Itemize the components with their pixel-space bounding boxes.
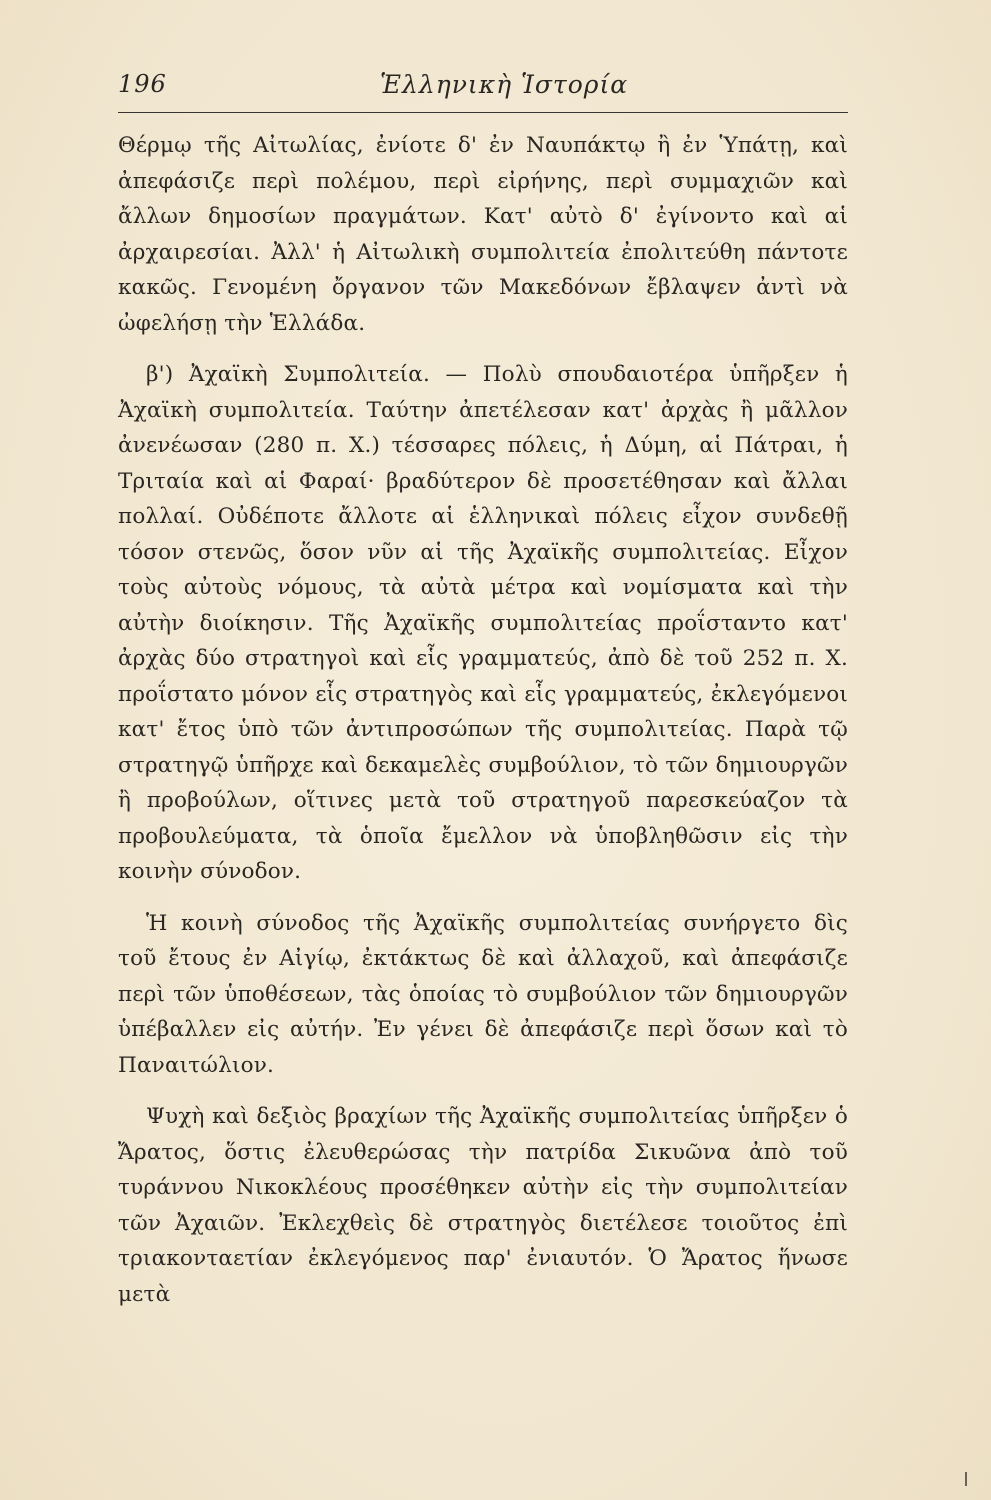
page-number: 196 — [118, 70, 167, 98]
body-text — [118, 128, 848, 1322]
page-speck — [965, 1472, 967, 1486]
running-title: Ἑλληνικὴ Ἱστορία — [380, 70, 629, 99]
paragraph-aetolian-league-end: Θέρμῳ τῆς Αἰτωλίας, ἐνίοτε δ' ἐν Ναυπάκτῳ ἢ ἐν Ὑπάτῃ, καὶ ἀπεφάσιζε περὶ πολέμου, περὶ εἰρήνης, περὶ συμμαχιῶν καὶ ἄλλων δημοσίων πραγμάτων. Κατ' αὐτὸ δ' ἐγίνοντο καὶ αἱ ἀρχαιρεσίαι. Ἀλλ' ἡ Αἰτωλικὴ συμπολιτεία ἐπολιτεύθη πάντοτε κακῶς. Γενομένη ὄργανον τῶν Μακεδόνων ἔβλαψεν ἀντὶ νὰ ὠφελήσῃ τὴν Ἑλλάδα. — [118, 133, 848, 336]
page-header — [118, 70, 848, 110]
paragraph-aratus: Ψυχὴ καὶ δεξιὸς βραχίων τῆς Ἀχαϊκῆς συμπολιτείας ὑπῆρξεν ὁ Ἄρατος, ὅστις ἐλευθερώσας τὴν πατρίδα Σικυῶνα ἀπὸ τοῦ τυράννου Νικοκλέους προσέθηκεν αὐτὴν εἰς τὴν συμπολιτείαν τῶν Ἀχαιῶν. Ἐκλεχθεὶς δὲ στρατηγὸς διετέλεσε τοιοῦτος ἐπὶ τριακονταετίαν ἐκλεγόμενος παρ' ἐνιαυτόν. Ὁ Ἄρατος ἥνωσε μετὰ — [118, 1104, 848, 1307]
paragraph-achaean-league: β') Ἀχαϊκὴ Συμπολιτεία. — Πολὺ σπουδαιοτέρα ὑπῆρξεν ἡ Ἀχαϊκὴ συμπολιτεία. Ταύτην ἀπετέλεσαν κατ' ἀρχὰς ἢ μᾶλλον ἀνενέωσαν (280 π. Χ.) τέσσαρες πόλεις, ἡ Δύμη, αἱ Πάτραι, ἡ Τριταία καὶ αἱ Φαραί· βραδύτερον δὲ προσετέθησαν καὶ ἄλλαι πολλαί. Οὐδέποτε ἄλλοτε αἱ ἑλληνικαὶ πόλεις εἶχον συνδεθῇ τόσον στενῶς, ὅσον νῦν αἱ τῆς Ἀχαϊκῆς συμπολιτείας. Εἶχον τοὺς αὐτοὺς νόμους, τὰ αὐτὰ μέτρα καὶ νομίσματα καὶ τὴν αὐτὴν διοίκησιν. Τῆς Ἀχαϊκῆς συμπολιτείας προΐσταντο κατ' ἀρχὰς δύο στρατηγοὶ καὶ εἷς γραμματεύς, ἀπὸ δὲ τοῦ 252 π. Χ. προΐστατο μόνον εἷς στρατηγὸς καὶ εἷς γραμματεύς, ἐκλεγόμενοι κατ' ἔτος ὑπὸ τῶν ἀντιπροσώπων τῆς συμπολιτείας. Παρὰ τῷ στρατηγῷ ὑπῆρχε καὶ δεκαμελὲς συμβούλιον, τὸ τῶν δημιουργῶν ἢ προβούλων, οἵτινες μετὰ τοῦ στρατηγοῦ παρεσκεύαζον τὰ προβουλεύματα, τὰ ὁποῖα ἔμελλον νὰ ὑποβληθῶσιν εἰς τὴν κοινὴν σύνοδον. — [118, 362, 848, 884]
paragraph-common-assembly: Ἡ κοινὴ σύνοδος τῆς Ἀχαϊκῆς συμπολιτείας συνήργετο δὶς τοῦ ἔτους ἐν Αἰγίῳ, ἐκτάκτως δὲ καὶ ἀλλαχοῦ, καὶ ἀπεφάσιζε περὶ τῶν ὑποθέσεων, τὰς ὁποίας τὸ συμβούλιον τῶν δημιουργῶν ὑπέβαλλεν εἰς αὐτήν. Ἐν γένει δὲ ἀπεφάσιζε περὶ ὅσων καὶ τὸ Παναιτώλιον. — [118, 910, 848, 1078]
header-rule — [118, 112, 848, 113]
